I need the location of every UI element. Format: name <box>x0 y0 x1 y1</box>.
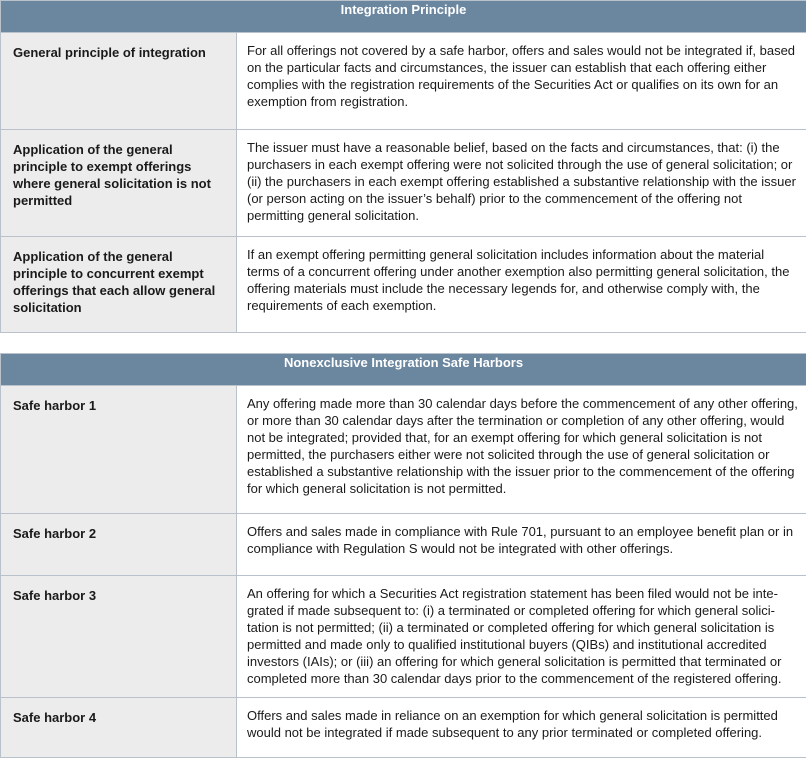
row-label: General principle of integration <box>1 33 237 130</box>
row-description: Any offering made more than 30 calendar days before the commencement of any other offering, or more than 30 calendar days after the termination or completion of any other offering, would not be integrated; provided that, for an exempt offering for which general solicitation is not permitted, the purchasers either were not solicited through the use of general solicitation or established a substantive relationship with the issuer prior to the commencement of the offering for which general solicitation is not permitted. <box>237 386 806 514</box>
row-label: Application of the general principle to exempt offerings where general solicitation is not permitted <box>1 130 237 237</box>
row-description: For all offerings not covered by a safe harbor, offers and sales would not be integrated if, based on the particular facts and circumstances, the issuer can establish that each offering either complies with the registration requirements of the Securities Act or qualifies on its own for an exemption from registration. <box>237 33 806 130</box>
table-row <box>1 130 806 237</box>
safe-harbors-table <box>0 353 806 758</box>
table-row <box>1 237 806 333</box>
table-row <box>1 33 806 130</box>
row-description: If an exempt offering permitting general solicitation includes information about the material terms of a concurrent offering under another exemption also permitting general solicitation, the offering materials must include the necessary legends for, and otherwise comply with, the requirements of each exemption. <box>237 237 806 333</box>
row-label: Safe harbor 2 <box>1 514 237 576</box>
row-label: Application of the general principle to concurrent exempt offerings that each allow general solicitation <box>1 237 237 333</box>
table-row <box>1 386 806 514</box>
integration-principle-table <box>0 0 806 333</box>
row-description: An offering for which a Securities Act registration statement has been filed would not be integrated if made subsequent to: (i) a terminated or completed offering for which general solicitation is not permitted; (ii) a terminated or completed offering for which general solicitation is permitted and made only to qualified institutional buyers (QIBs) and institutional accredited investors (IAIs); or (iii) an offering for which general solicitation is permitted that terminated or completed more than 30 calendar days prior to the commencement of the registered offering. <box>237 576 806 698</box>
table-row <box>1 576 806 698</box>
safe-harbors-header: Nonexclusive Integration Safe Harbors <box>1 354 806 386</box>
row-label: Safe harbor 4 <box>1 698 237 758</box>
row-label: Safe harbor 3 <box>1 576 237 698</box>
table-row <box>1 514 806 576</box>
section-spacer <box>0 333 806 353</box>
row-description: The issuer must have a reasonable belief, based on the facts and circumstances, that: (i) the purchasers in each exempt offering were not solicited through the use of general solicitation; or (ii) the purchasers in each exempt offering established a substantive relationship with the issuer (or person acting on the issuer’s behalf) prior to the commencement of the offering not permitting general solicitation. <box>237 130 806 237</box>
row-description: Offers and sales made in compliance with Rule 701, pursuant to an employee benefit plan or in compliance with Regulation S would not be integrated with other offerings. <box>237 514 806 576</box>
row-label: Safe harbor 1 <box>1 386 237 514</box>
integration-principle-header: Integration Principle <box>1 1 806 33</box>
row-description: Offers and sales made in reliance on an exemption for which general solicitation is permitted would not be integrated if made subsequent to any prior terminated or completed offering. <box>237 698 806 758</box>
